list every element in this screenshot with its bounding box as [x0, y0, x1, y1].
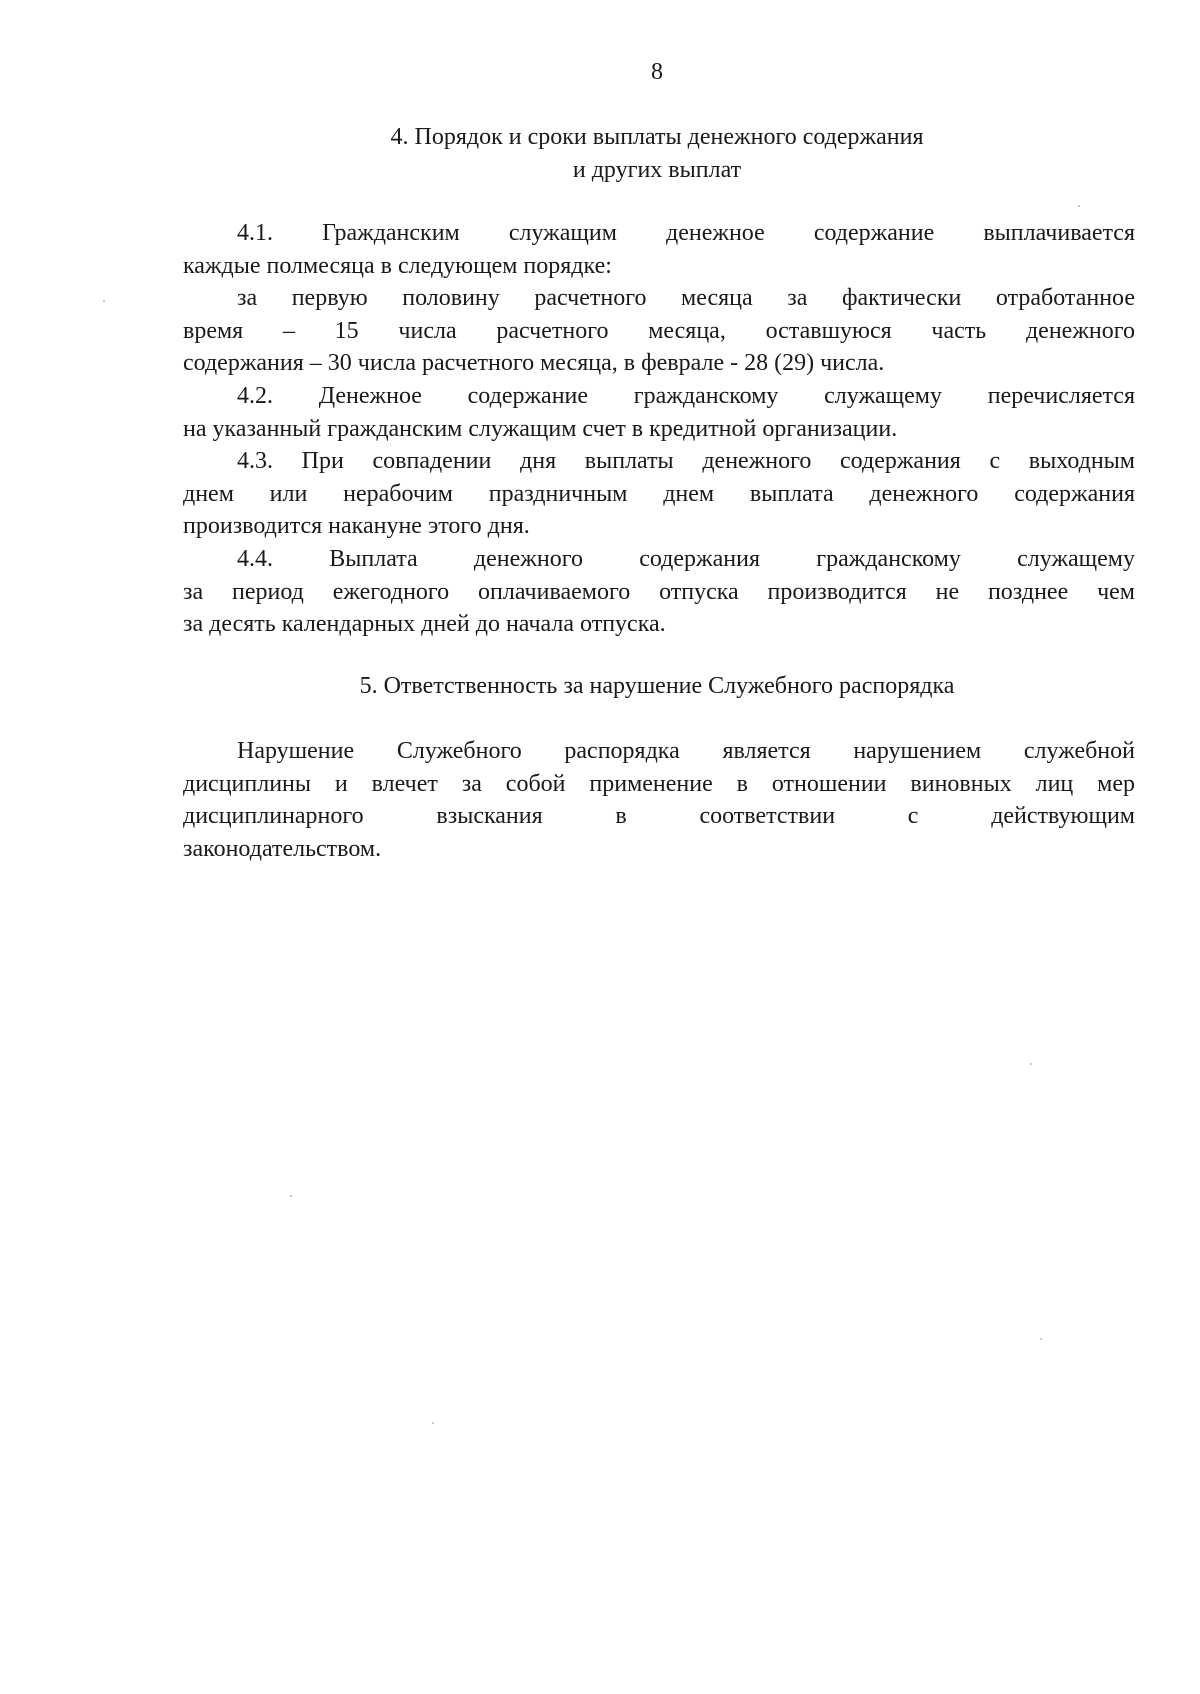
scan-speck: [103, 300, 105, 302]
text-line: Нарушение Служебного распорядка является нарушением служебной: [237, 738, 1135, 764]
text-line: за период ежегодного оплачиваемого отпуска производится не позднее чем: [183, 578, 1135, 605]
paragraph-4-2: [183, 380, 1135, 445]
section-5-body: [183, 735, 1135, 865]
text-line: 4.4. Выплата денежного содержания гражданскому служащему: [237, 545, 1135, 572]
section-4-heading-line-2: и других выплат: [572, 157, 742, 183]
text-line: дисциплины и влечет за собой применение в отношении виновных лиц мер: [183, 770, 1135, 797]
paragraph-4-1: [183, 217, 1135, 282]
text-line: за десять календарных дней до начала отпуска.: [183, 611, 666, 638]
section-4-body: [183, 217, 1135, 641]
text-line: днем или нерабочим праздничным днем выплата денежного содержания: [183, 480, 1135, 507]
text-line: законодательством.: [183, 835, 382, 862]
text-line: время – 15 числа расчетного месяца, оставшуюся часть денежного: [183, 317, 1135, 344]
page-number: 8: [651, 59, 663, 85]
text-line: содержания – 30 числа расчетного месяца, в феврале - 28 (29) числа.: [183, 350, 885, 377]
text-line: производится накануне этого дня.: [183, 513, 530, 540]
scan-speck: [1030, 1063, 1032, 1065]
section-4-heading-line-1: 4. Порядок и сроки выплаты денежного содержания: [390, 124, 924, 150]
text-line: каждые полмесяца в следующем порядке:: [183, 252, 612, 279]
text-line: за первую половину расчетного месяца за фактически отработанное: [237, 285, 1135, 312]
scan-speck: [290, 1195, 292, 1197]
paragraph-4-1-schedule: [183, 282, 1135, 380]
section-5-heading: [0, 670, 1200, 703]
section-5-heading-line: 5. Ответственность за нарушение Служебного распорядка: [359, 673, 955, 699]
section-4-heading: [0, 121, 1200, 187]
text-line: 4.3. При совпадении дня выплаты денежного содержания с выходным: [237, 448, 1135, 475]
scan-speck: [432, 1422, 434, 1424]
scan-speck: [1078, 205, 1080, 207]
text-line: дисциплинарного взыскания в соответствии с действующим: [183, 803, 1135, 830]
paragraph-5: [183, 735, 1135, 865]
text-line: 4.2. Денежное содержание гражданскому служащему перечисляется: [237, 382, 1135, 409]
text-line: 4.1. Гражданским служащим денежное содержание выплачивается: [237, 220, 1135, 246]
scan-speck: [1040, 1338, 1042, 1340]
paragraph-4-4: [183, 543, 1135, 641]
paragraph-4-3: [183, 445, 1135, 543]
text-line: на указанный гражданским служащим счет в кредитной организации.: [183, 415, 898, 442]
